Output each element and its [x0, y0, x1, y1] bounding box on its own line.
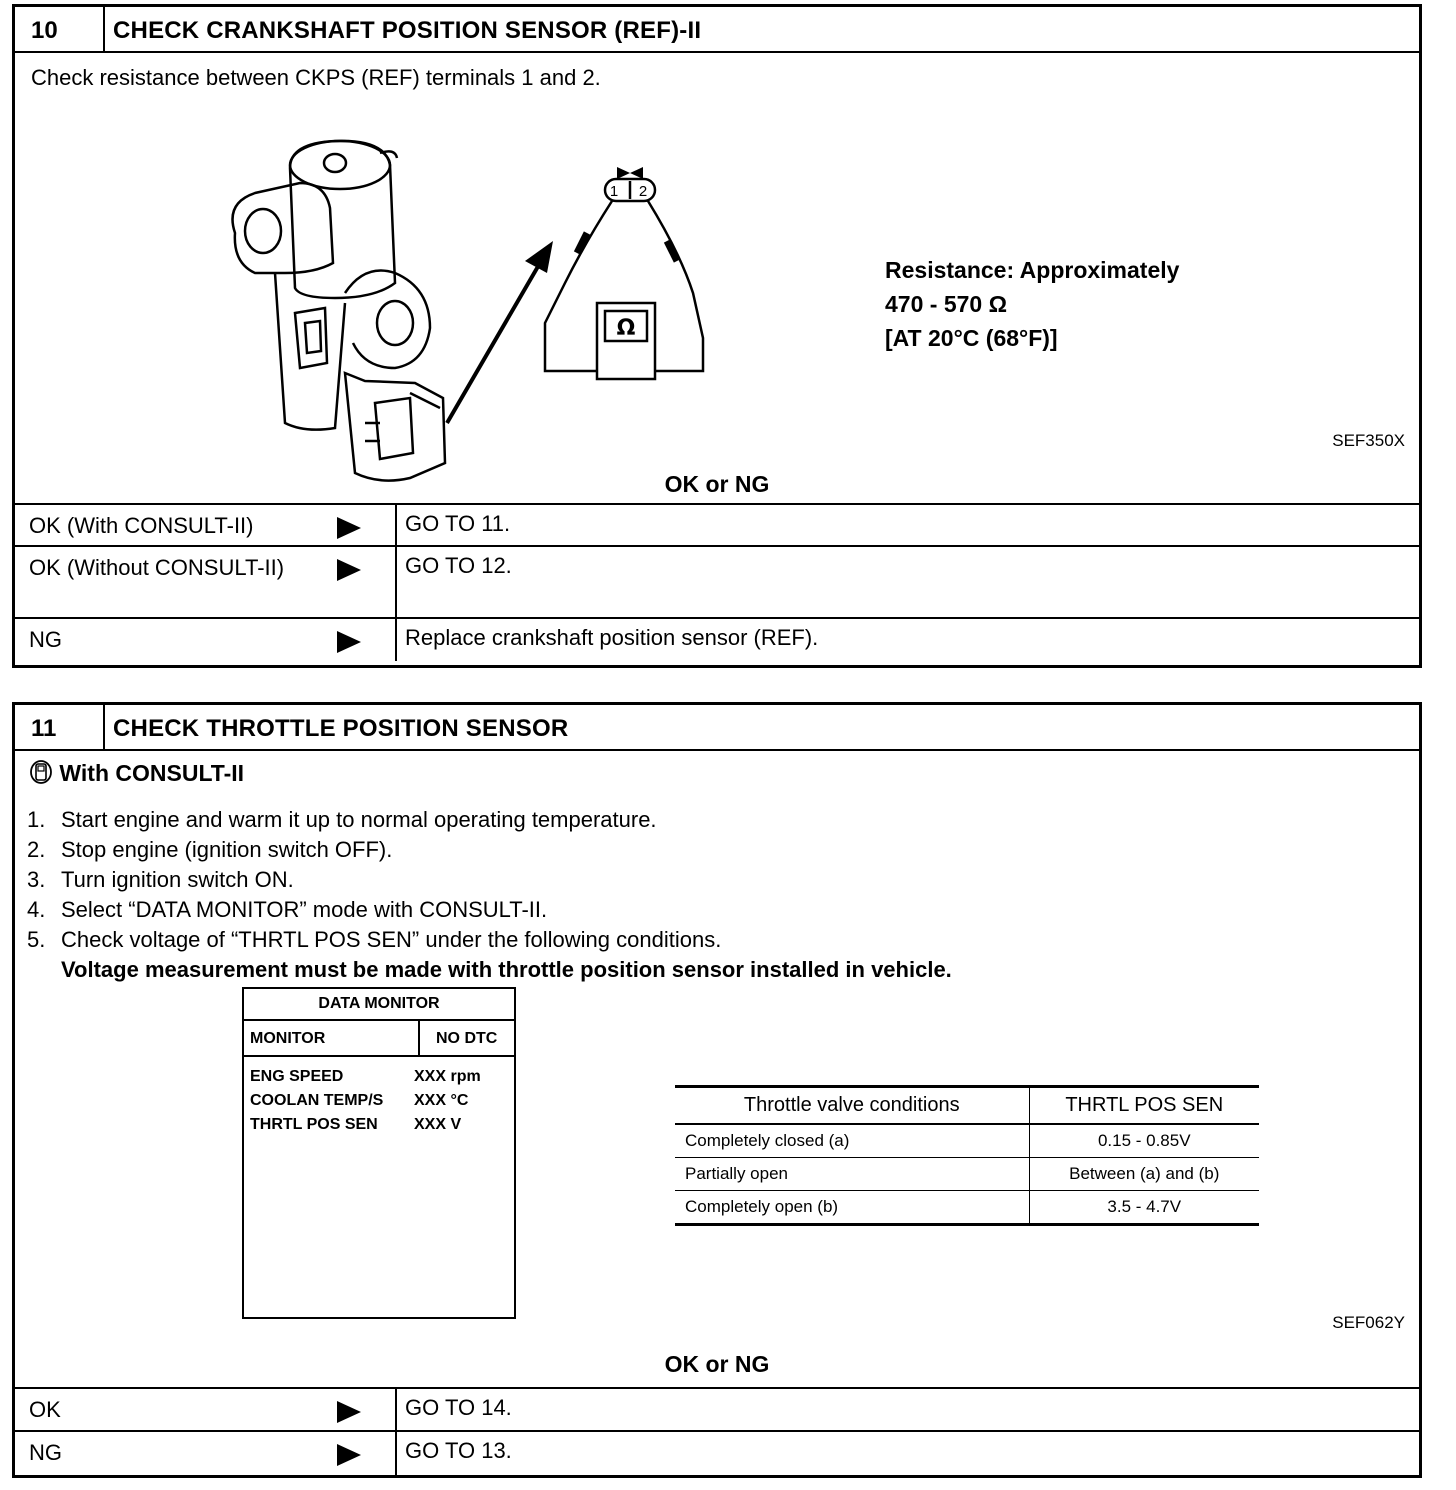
terminal-1-label: 1	[609, 183, 619, 200]
result-condition	[15, 619, 397, 661]
table-cell: Between (a) and (b)	[1029, 1158, 1259, 1191]
monitor-key: COOLAN TEMP/S	[250, 1092, 384, 1109]
table-row	[675, 1191, 1259, 1225]
list-item	[27, 865, 952, 895]
result-title: OK or NG	[664, 1351, 770, 1377]
monitor-value: XXX °C	[414, 1092, 469, 1109]
step-title: CHECK CRANKSHAFT POSITION SENSOR (REF)-II	[113, 17, 702, 44]
result-row	[15, 547, 1419, 619]
data-monitor-rows	[244, 1057, 514, 1137]
spec-line-2: 470 - 570 Ω	[885, 291, 1008, 317]
list-item	[244, 1089, 514, 1113]
result-action: GO TO 14.	[405, 1395, 512, 1420]
result-condition	[15, 1389, 397, 1430]
step-10-body	[15, 53, 1419, 503]
result-action: GO TO 11.	[405, 511, 511, 536]
result-row	[15, 1389, 1419, 1432]
result-condition	[15, 1432, 397, 1475]
step-index: 3.	[27, 867, 46, 892]
step-text: Select “DATA MONITOR” mode with CONSULT-II.	[61, 897, 548, 922]
result-row	[15, 505, 1419, 547]
table-cell: Completely open (b)	[675, 1191, 1029, 1225]
ohm-symbol: Ω	[616, 316, 636, 341]
data-monitor-screen	[242, 987, 516, 1319]
list-item	[27, 895, 952, 925]
step-11-panel	[12, 702, 1422, 1478]
step-10-header	[15, 7, 1419, 53]
result-row	[15, 1432, 1419, 1475]
arrow-right-icon	[337, 517, 361, 539]
voltage-note	[27, 955, 952, 985]
arrow-right-icon	[337, 1401, 361, 1423]
step-number: 11	[15, 705, 105, 749]
pointer-arrow-icon	[447, 241, 553, 423]
list-item	[27, 925, 952, 955]
condition-label: OK	[29, 1397, 61, 1422]
table-cell: Completely closed (a)	[675, 1124, 1029, 1158]
arrow-right-icon	[337, 559, 361, 581]
result-condition	[15, 505, 397, 545]
table-row	[675, 1158, 1259, 1191]
table-cell: 0.15 - 0.85V	[1029, 1124, 1259, 1158]
spec-line-1: Resistance: Approximately	[885, 257, 1180, 283]
step-text: Start engine and warm it up to normal operating temperature.	[61, 807, 657, 832]
result-rows	[15, 1387, 1419, 1475]
monitor-key: ENG SPEED	[250, 1068, 344, 1085]
monitor-value: XXX rpm	[414, 1068, 481, 1085]
crankshaft-sensor-icon	[233, 141, 446, 481]
ohmmeter-icon	[545, 167, 703, 379]
step-index: 4.	[27, 897, 46, 922]
step-index: 1.	[27, 807, 46, 832]
step-index: 5.	[27, 927, 46, 952]
result-action: GO TO 13.	[405, 1438, 512, 1463]
list-item	[27, 835, 952, 865]
monitor-value: XXX V	[414, 1116, 462, 1133]
table-header: Throttle valve conditions	[675, 1087, 1029, 1125]
spec-line-3: [AT 20°C (68°F)]	[885, 325, 1058, 351]
step-text: Check voltage of “THRTL POS SEN” under the following conditions.	[61, 927, 722, 952]
table-header: THRTL POS SEN	[1029, 1087, 1259, 1125]
figure-code: SEF350X	[1332, 431, 1405, 450]
table-row	[675, 1124, 1259, 1158]
terminal-2-label: 2	[638, 183, 648, 200]
result-title: OK or NG	[664, 471, 770, 497]
step-11-header	[15, 705, 1419, 751]
result-condition	[15, 547, 397, 617]
list-item	[244, 1065, 514, 1089]
condition-label: OK (Without CONSULT-II)	[29, 555, 285, 580]
condition-label: NG	[29, 1440, 62, 1465]
consult-tester-icon	[29, 759, 53, 785]
condition-label: OK (With CONSULT-II)	[29, 513, 254, 538]
sensor-illustration	[215, 123, 715, 483]
table-cell: 3.5 - 4.7V	[1029, 1191, 1259, 1225]
note-text: Voltage measurement must be made with throttle position sensor installed in vehicle.	[61, 957, 952, 982]
list-item	[27, 805, 952, 835]
instruction-text: Check resistance between CKPS (REF) terminals 1 and 2.	[31, 65, 601, 90]
resistance-spec	[885, 253, 1179, 355]
step-index: 2.	[27, 837, 46, 862]
step-text: Stop engine (ignition switch OFF).	[61, 837, 393, 862]
throttle-voltage-table	[675, 1085, 1259, 1226]
consult-subtitle	[29, 759, 244, 787]
monitor-key: THRTL POS SEN	[250, 1116, 378, 1133]
list-item	[244, 1113, 514, 1137]
result-action: Replace crankshaft position sensor (REF).	[405, 625, 819, 650]
arrow-right-icon	[337, 1444, 361, 1466]
condition-label: NG	[29, 627, 62, 652]
table-cell: Partially open	[675, 1158, 1029, 1191]
subtitle-text: With CONSULT-II	[59, 760, 245, 786]
arrow-right-icon	[337, 631, 361, 653]
result-rows	[15, 503, 1419, 661]
data-monitor-title: DATA MONITOR	[244, 989, 514, 1021]
monitor-label: MONITOR	[244, 1021, 420, 1055]
step-title: CHECK THROTTLE POSITION SENSOR	[113, 715, 569, 742]
result-row	[15, 619, 1419, 661]
table-header-row	[675, 1087, 1259, 1125]
procedure-steps	[27, 805, 952, 985]
step-11-body	[15, 751, 1419, 1387]
figure-code: SEF062Y	[1332, 1313, 1405, 1332]
data-monitor-header	[244, 1021, 514, 1057]
step-number: 10	[15, 7, 105, 51]
step-text: Turn ignition switch ON.	[61, 867, 294, 892]
result-action: GO TO 12.	[405, 553, 512, 578]
step-10-panel	[12, 4, 1422, 668]
no-dtc-label: NO DTC	[436, 1030, 498, 1047]
